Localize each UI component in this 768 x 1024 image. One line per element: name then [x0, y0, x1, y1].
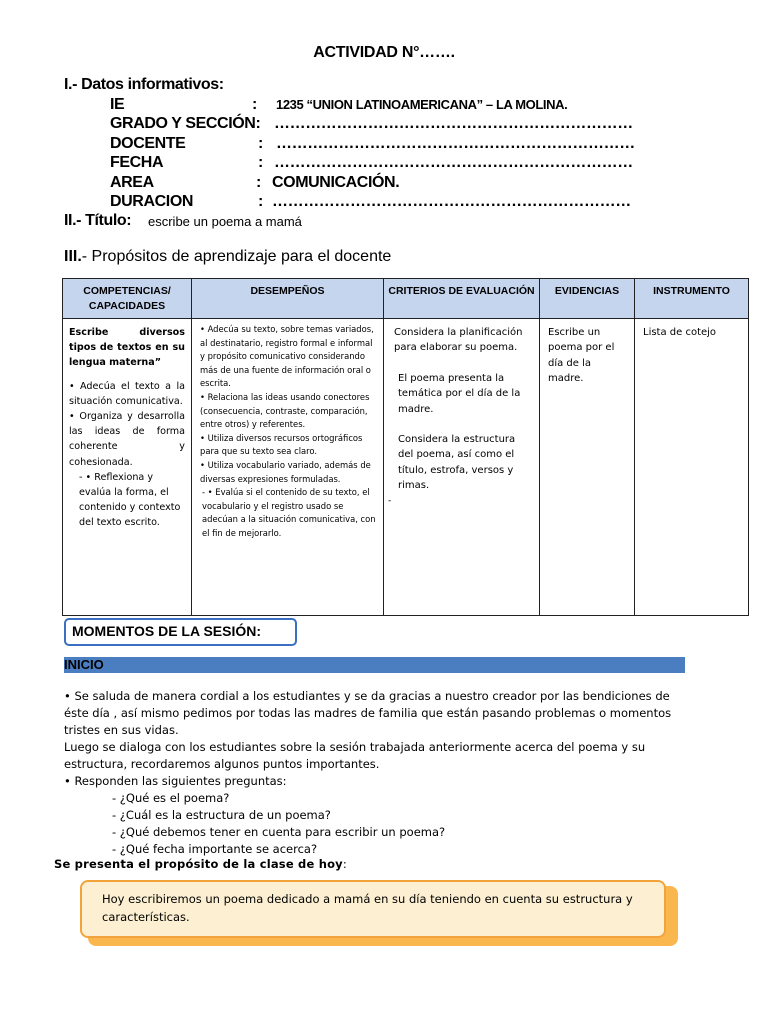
criterio-item: Considera la planificación para elaborar su poema.: [394, 327, 523, 354]
inicio-bullet: • Responden las siguientes preguntas:: [64, 774, 287, 788]
question-item: - ¿Qué debemos tener en cuenta para escribir un poema?: [112, 825, 446, 839]
info-label-area: AREA: [110, 174, 154, 191]
cell-instrumento: Lista de cotejo: [635, 319, 749, 616]
info-colon: :: [256, 174, 262, 191]
section-titulo-value: escribe un poema a mamá: [148, 214, 302, 229]
info-colon: :: [258, 193, 264, 210]
info-value-ie: 1235 “UNION LATINOAMERICANA” – LA MOLINA.: [276, 97, 568, 112]
info-value-fecha: ……………………………………………………………: [274, 154, 633, 171]
section-titulo-heading: II.- Título:: [64, 212, 132, 229]
desempeno-item: • Adecúa su texto, sobre temas variados, al destinatario, registro formal e informal y propósito comunicativo considerando más de una fuente de información oral o escrita.: [200, 324, 374, 389]
section-propositos-heading: [64, 248, 391, 266]
info-colon: :: [258, 135, 264, 152]
info-label-grado: GRADO Y SECCIÓN:: [110, 115, 261, 132]
activity-title: ACTIVIDAD N°…….: [313, 44, 455, 61]
question-item: - ¿Cuál es la estructura de un poema?: [112, 808, 331, 822]
section-propositos-text: - Propósitos de aprendizaje para el docente: [81, 248, 392, 265]
header-competencias: COMPETENCIAS/ CAPACIDADES: [63, 279, 192, 319]
info-label-fecha: FECHA: [110, 154, 164, 171]
capacidad-item: - • Reflexiona y evalúa la forma, el contenido y contexto del texto escrito.: [79, 471, 181, 529]
desempeno-item: • Utiliza vocabulario variado, además de diversas expresiones formuladas.: [200, 459, 371, 484]
proposito-label-text: Se presenta el propósito de la clase de hoy: [54, 857, 343, 871]
info-value-duracion: ……………………………………………………………: [272, 193, 631, 210]
info-label-duracion: DURACION: [110, 193, 194, 210]
competencia-title: Escribe diversos tipos de textos en su lengua materna”: [69, 327, 185, 369]
criterio-item: El poema presenta la temática por el día de la madre.: [398, 372, 521, 415]
desempeno-item: • Utiliza diversos recursos ortográficos para que su texto sea claro.: [200, 432, 363, 457]
cell-desempenos: [192, 319, 384, 616]
propositos-table: [62, 278, 749, 616]
inicio-paragraph-1: • Se saluda de manera cordial a los estudiantes y se da gracias a nuestro creador por las bendiciones de éste día , así mismo pedimos por todas las madres de familia que están pasando problemas o momentos tristes en sus vidas.: [64, 689, 672, 737]
question-item: - ¿Qué es el poema?: [112, 791, 230, 805]
inicio-heading: INICIO: [64, 657, 104, 672]
inicio-paragraph-2: Luego se dialoga con los estudiantes sobre la sesión trabajada anteriormente acerca del poema y su estructura, recordaremos algunos puntos importantes.: [64, 740, 646, 771]
proposito-label-colon: :: [342, 857, 347, 871]
cell-evidencias: Escribe un poema por el día de la madre.: [540, 319, 635, 616]
info-colon: :: [252, 96, 258, 113]
proposito-label: [54, 856, 347, 873]
info-value-grado: ……………………………………………………………: [274, 115, 633, 132]
desempeno-item: - • Evalúa si el contenido de su texto, el vocabulario y el registro usado se adecúan a la situación comunicativa, con el fin de mejorarlo.: [202, 487, 376, 538]
section-propositos-prefix: III.: [64, 248, 82, 265]
info-value-docente: ……………………………………………………………: [276, 135, 635, 152]
section-datos-heading: I.- Datos informativos:: [64, 76, 224, 93]
question-item: - ¿Qué fecha importante se acerca?: [112, 842, 318, 856]
header-desempenos: DESEMPEÑOS: [192, 279, 384, 319]
desempeno-item: • Relaciona las ideas usando conectores (consecuencia, contraste, comparación, entre otros) y referentes.: [200, 391, 370, 430]
criterio-item: -: [388, 495, 392, 506]
inicio-bar: [64, 657, 685, 673]
header-instrumento: INSTRUMENTO: [635, 279, 749, 319]
header-criterios: CRITERIOS DE EVALUACIÓN: [384, 279, 540, 319]
info-value-area: COMUNICACIÓN.: [272, 174, 400, 191]
header-evidencias: EVIDENCIAS: [540, 279, 635, 319]
cell-criterios: [384, 319, 540, 616]
momentos-heading-box: MOMENTOS DE LA SESIÓN:: [64, 618, 297, 646]
info-label-docente: DOCENTE: [110, 135, 186, 152]
criterio-item: Considera la estructura del poema, así como el título, estrofa, versos y rimas.: [398, 434, 516, 492]
capacidad-item: • Adecúa el texto a la situación comunicativa.: [69, 380, 185, 407]
info-colon: :: [258, 154, 264, 171]
info-label-ie: IE: [110, 96, 125, 113]
capacidad-item: • Organiza y desarrolla las ideas de forma coherente y cohesionada.: [69, 411, 185, 468]
cell-competencias: [63, 319, 192, 616]
proposito-box: Hoy escribiremos un poema dedicado a mamá en su día teniendo en cuenta su estructura y características.: [80, 880, 666, 938]
